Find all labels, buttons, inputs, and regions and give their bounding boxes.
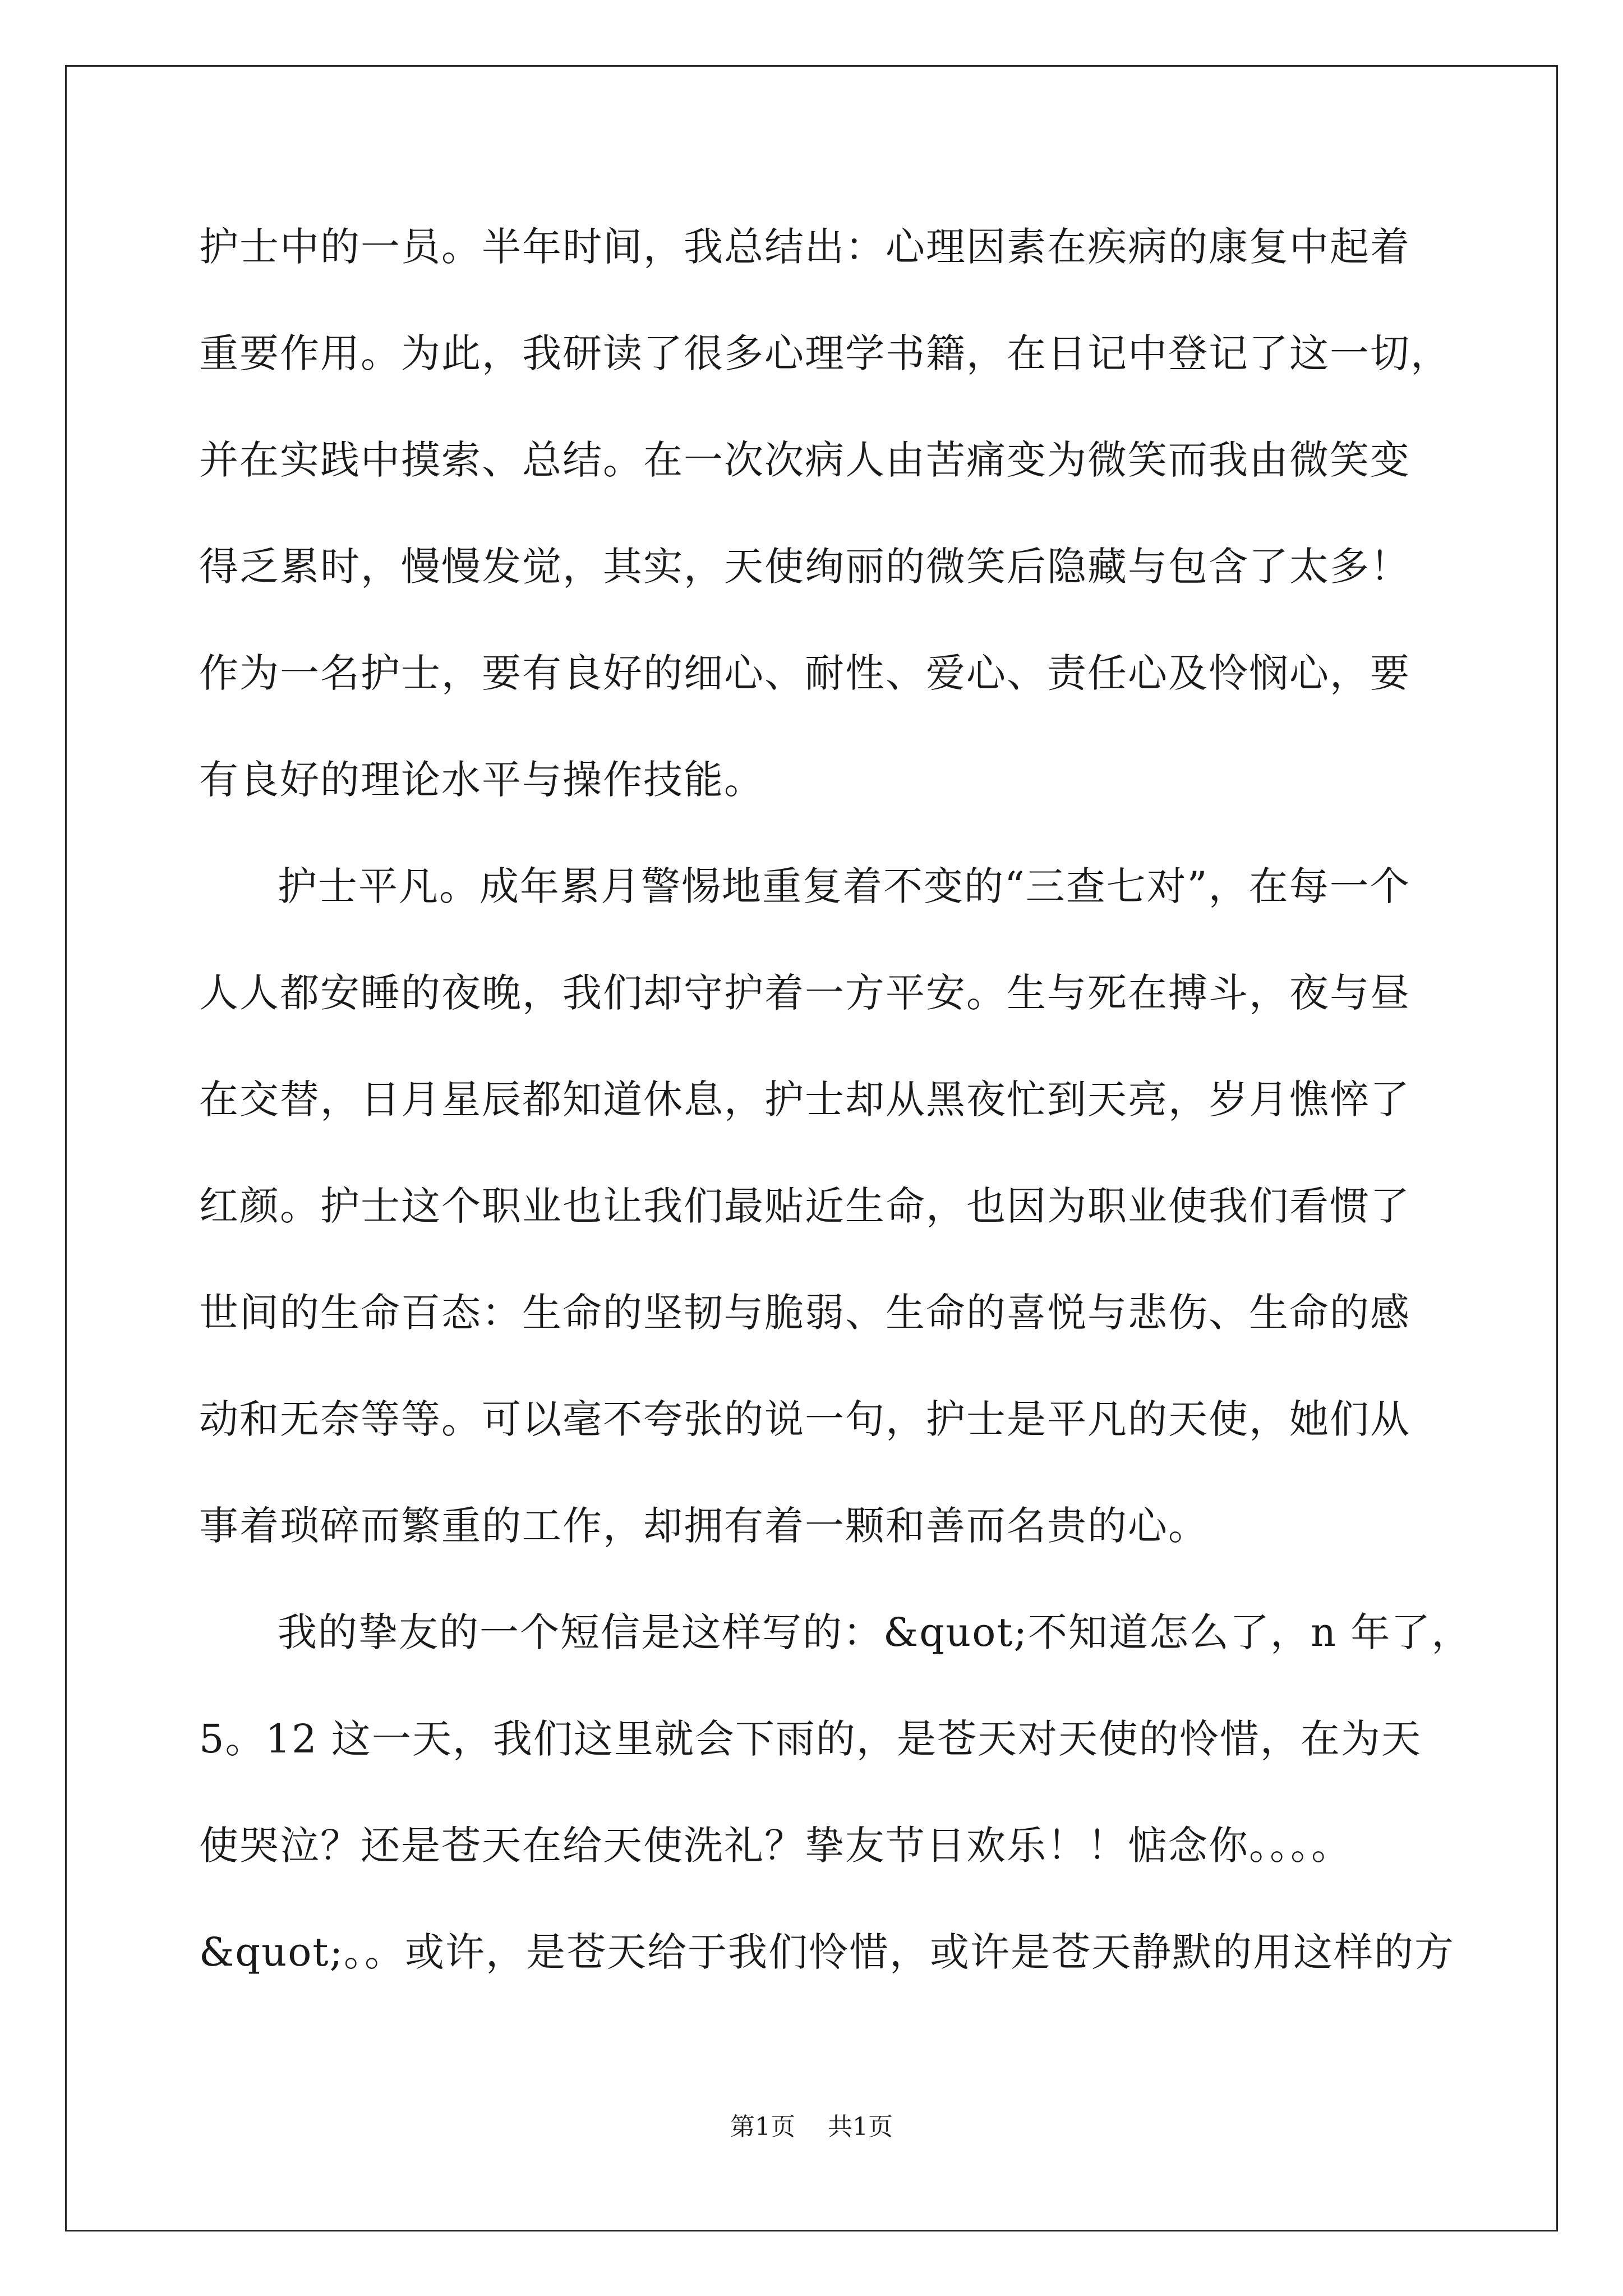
text-line: 世间的生命百态：生命的坚韧与脆弱、生命的喜悦与悲伤、生命的感 [199,1290,1410,1336]
page-number: 第1页 [730,2113,795,2141]
text-line: 有良好的理论水平与操作技能。 [199,757,764,803]
paragraph-2 [199,855,1433,1602]
text-line: 红颜。护士这个职业也让我们最贴近生命，也因为职业使我们看惯了 [199,1183,1410,1229]
text-line: 5。12 这一天，我们这里就会下雨的，是苍天对天使的怜惜，在为天 [199,1716,1422,1762]
page-footer [0,2110,1623,2144]
text-line: 在交替，日月星辰都知道休息，护士却从黑夜忙到天亮，岁月憔悴了 [199,1076,1410,1122]
document-body [199,216,1472,2028]
text-line: 得乏累时，慢慢发觉，其实，天使绚丽的微笑后隐藏与包含了太多！ [199,544,1410,590]
text-line: 并在实践中摸索、总结。在一次次病人由苦痛变为微笑而我由微笑变 [199,437,1410,483]
paragraph-1 [199,216,1451,855]
page-total: 共1页 [828,2113,893,2141]
text-line: 护士中的一员。半年时间，我总结出：心理因素在疾病的康复中起着 [199,224,1410,270]
text-line: 重要作用。为此，我研读了很多心理学书籍，在日记中登记了这一切， [199,330,1451,376]
text-line: 动和无奈等等。可以毫不夸张的说一句，护士是平凡的天使，她们从 [199,1396,1410,1442]
text-line: 使哭泣？还是苍天在给天使洗礼？挚友节日欢乐！！惦念你。。。。 [199,1823,1352,1869]
text-line: 我的挚友的一个短信是这样写的：&quot;不知道怎么了，n 年了， [278,1609,1472,1655]
text-line: &quot;。。或许，是苍天给于我们怜惜，或许是苍天静默的用这样的方 [199,1929,1455,1975]
text-line: 作为一名护士，要有良好的细心、耐性、爱心、责任心及怜悯心，要 [199,650,1410,696]
text-line: 人人都安睡的夜晚，我们却守护着一方平安。生与死在搏斗，夜与昼 [199,970,1410,1016]
text-line: 护士平凡。成年累月警惕地重复着不变的“三查七对”，在每一个 [278,863,1410,909]
text-line: 事着琐碎而繁重的工作，却拥有着一颗和善而名贵的心。 [199,1503,1209,1549]
paragraph-3 [199,1602,1472,2028]
